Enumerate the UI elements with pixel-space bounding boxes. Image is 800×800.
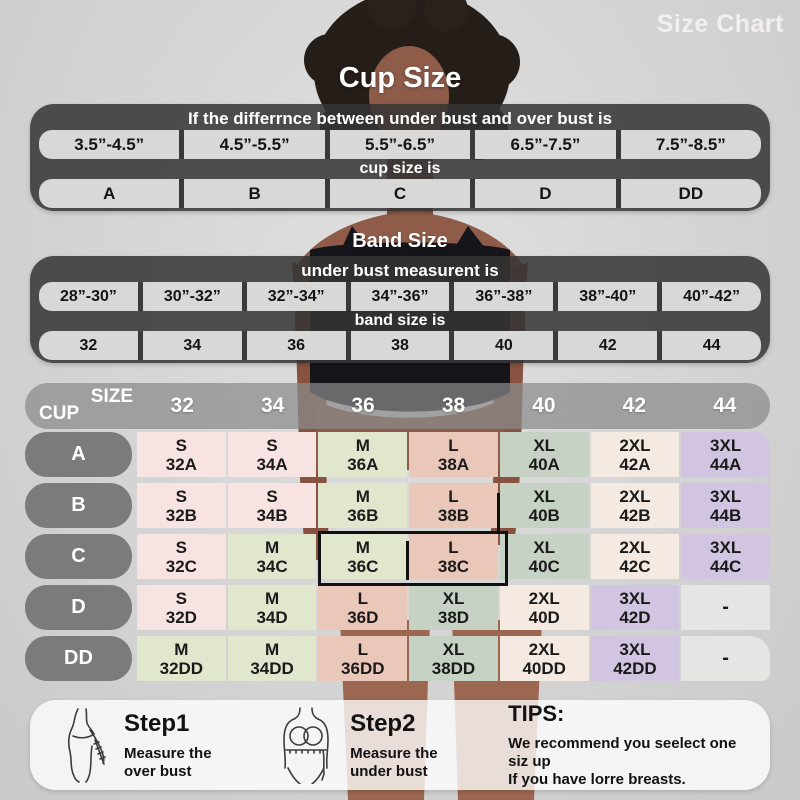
band-size-panel (30, 256, 770, 363)
cup-diff-cell: 5.5”-6.5” (325, 130, 470, 159)
matrix-row-header-DD: DD (25, 636, 132, 681)
size-cell-32C: S 32C (137, 534, 226, 579)
cup-letter-row (39, 179, 761, 208)
size-cell-32DD: M 32DD (137, 636, 226, 681)
step2-title: Step2 (350, 709, 416, 737)
size-cell-36C: M 36C (318, 534, 407, 579)
step1-block (124, 710, 242, 781)
matrix-column-header-38: 38 (441, 394, 466, 417)
matrix-row-header-B: B (25, 483, 132, 528)
cup-letter-cell: C (325, 179, 470, 208)
underbust-header: under bust measurent is (301, 261, 499, 280)
size-cell-32D: S 32D (137, 585, 226, 630)
underbust-range-cell: 36”-38” (449, 282, 553, 311)
size-cell-40D: 2XL 40D (500, 585, 589, 630)
corner-size-label: SIZE (90, 386, 133, 407)
matrix-corner-cell (25, 383, 137, 429)
size-cell-34DD: M 34DD (228, 636, 317, 681)
matrix-column-header-42: 42 (622, 394, 647, 417)
cup-size-is-label: cup size is (359, 160, 441, 177)
band-size-is-label: band size is (354, 312, 446, 329)
matrix-column-header-44: 44 (713, 394, 737, 417)
matrix-column-header-40: 40 (532, 394, 556, 417)
size-cell-34D: M 34D (228, 585, 317, 630)
cup-letter-cell: B (179, 179, 324, 208)
cup-letter-cell: A (103, 183, 116, 203)
band-number-cell: 34 (138, 331, 242, 360)
underbust-range-row (39, 282, 761, 311)
underbust-range-cell: 40”-42” (657, 282, 761, 311)
size-cell-36D: L 36D (318, 585, 407, 630)
underbust-range-cell: 30”-32” (138, 282, 242, 311)
underbust-range-cell: 34”-36” (346, 282, 450, 311)
size-cell-38B: L 38B (409, 483, 498, 528)
band-number-cell: 36 (242, 331, 346, 360)
tips-text-line2: If you have lorre breasts. (508, 771, 686, 788)
size-cell-40B: XL 40B (500, 483, 589, 528)
tips-text-line1: We recommend you seelect one siz up (508, 735, 737, 770)
cup-diff-cell: 7.5”-8.5” (616, 130, 761, 159)
size-cell-40A: XL 40A (500, 432, 589, 477)
matrix-header-bar (25, 383, 770, 429)
matrix-row-header-D: D (25, 585, 132, 630)
underbust-range-cell: 28”-30” (59, 287, 117, 305)
matrix-column-header-36: 36 (351, 394, 375, 417)
size-cell-42C: 2XL 42C (591, 534, 680, 579)
tips-text (508, 735, 754, 789)
size-matrix (25, 432, 770, 681)
cup-diff-cell: 6.5”-7.5” (470, 130, 615, 159)
band-size-title: Band Size (352, 230, 448, 252)
underbust-range-cell: 38”-40” (553, 282, 657, 311)
size-cell-40DD: 2XL 40DD (500, 636, 589, 681)
step2-text-line2: under bust (350, 762, 428, 780)
size-cell-34B: S 34B (228, 483, 317, 528)
step2-block (350, 710, 468, 781)
corner-cup-label: CUP (39, 403, 80, 424)
size-cell-42A: 2XL 42A (591, 432, 680, 477)
matrix-column-header-32: 32 (170, 394, 194, 417)
size-cell-38D: XL 38D (409, 585, 498, 630)
size-cell-36A: M 36A (318, 432, 407, 477)
band-number-cell: 40 (449, 331, 553, 360)
band-number-cell: 38 (346, 331, 450, 360)
brand-title: Size Chart (656, 10, 784, 38)
measure-under-bust-icon (276, 706, 336, 784)
size-cell-44C: 3XL 44C (681, 534, 770, 579)
band-number-cell: 32 (79, 336, 98, 354)
tips-title: TIPS: (508, 701, 565, 726)
cup-diff-row (39, 130, 761, 159)
underbust-range-cell: 32”-34” (242, 282, 346, 311)
size-cell-36DD: L 36DD (318, 636, 407, 681)
size-cell-36B: M 36B (318, 483, 407, 528)
matrix-row-header-C: C (25, 534, 132, 579)
cup-diff-header: If the differrnce between under bust and over bust is (187, 109, 613, 128)
highlight-tail-line (497, 493, 500, 531)
size-cell-32A: S 32A (137, 432, 226, 477)
cup-letter-cell: D (470, 179, 615, 208)
size-cell-38DD: XL 38DD (409, 636, 498, 681)
size-cell-38C: L 38C (409, 534, 498, 579)
cup-diff-cell: 3.5”-4.5” (74, 134, 145, 154)
size-cell-44A: 3XL 44A (681, 432, 770, 477)
size-cell-40C: XL 40C (500, 534, 589, 579)
band-number-cell: 44 (657, 331, 761, 360)
size-cell-34C: M 34C (228, 534, 317, 579)
size-cell-42D: 3XL 42D (591, 585, 680, 630)
tips-block (508, 701, 754, 789)
size-cell-38A: L 38A (409, 432, 498, 477)
cup-diff-cell: 4.5”-5.5” (179, 130, 324, 159)
step1-title: Step1 (124, 709, 190, 737)
measuring-steps-bar (30, 700, 770, 790)
measure-over-bust-icon (56, 706, 110, 784)
step2-text-line1: Measure the (350, 744, 438, 762)
cup-size-panel (30, 104, 770, 211)
size-cell-44B: 3XL 44B (681, 483, 770, 528)
step2-text (350, 745, 468, 781)
matrix-column-header-34: 34 (260, 394, 285, 417)
size-cell-34A: S 34A (228, 432, 317, 477)
step1-text (124, 745, 242, 781)
band-number-row (39, 331, 761, 360)
step1-text-line2: over bust (124, 762, 192, 780)
size-cell-32B: S 32B (137, 483, 226, 528)
size-cell-empty-D: - (681, 585, 770, 630)
band-number-cell: 42 (553, 331, 657, 360)
matrix-row-header-A: A (25, 432, 132, 477)
size-cell-empty-DD: - (681, 636, 770, 681)
step1-text-line1: Measure the (124, 744, 212, 762)
cup-size-title: Cup Size (338, 62, 462, 94)
size-cell-42B: 2XL 42B (591, 483, 680, 528)
highlight-divider (406, 541, 409, 580)
size-cell-42DD: 3XL 42DD (591, 636, 680, 681)
cup-letter-cell: DD (616, 179, 761, 208)
